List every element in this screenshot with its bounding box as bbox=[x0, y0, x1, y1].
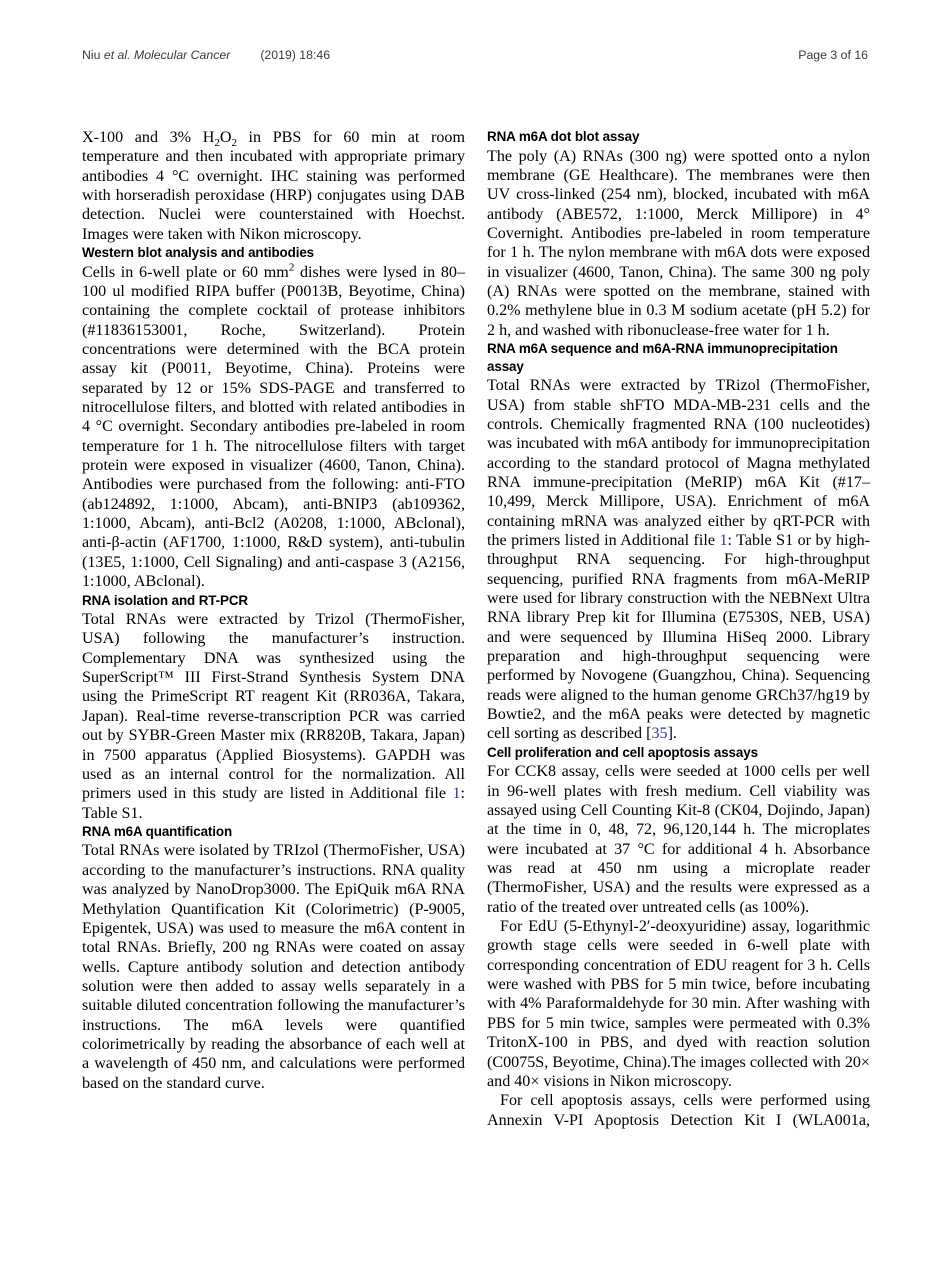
page-number-label: Page 3 of 16 bbox=[798, 48, 868, 62]
paragraph-m6a-quantification: Total RNAs were isolated by TRIzol (ThermoFisher, USA) according to the manufacturer’s instructions. RNA quality was analyzed by NanoDrop3000. The EpiQuik m6A RNA Methylation Quantification Kit (Colorimetric) (P-9005, Epigentek, USA) was used to measure the m6A content in total RNAs. Briefly, 200 ng RNAs were coated on assay wells. Capture antibody solution and detection antibody solution were then added to assay wells separately in a suitable diluted concentration following the manufacturer’s instructions. The m6A levels were quantified colorimetrically by reading the absorbance of each well at a wavelength of 450 nm, and calculations were performed based on the standard curve. bbox=[82, 842, 465, 1092]
running-head-left bbox=[82, 48, 330, 62]
paragraph-western-blot: Cells in 6-well plate or 60 $mm^2$ dishes were lysed in 80–100 ul modified RIPA buffer (P0013B, Beyotime, China) containing the complete cocktail of protease inhibitors (#11836153001, Roche, Switzerland). Protein concentrations were determined with the BCA protein assay kit (P0011, Beyotime, China). Proteins were separated by 12 or 15% SDS-PAGE and transferred to nitrocellulose filters, and blotted with related antibodies in 4 °C overnight. Secondary antibodies pre-labeled in room temperature for 1 h. The nitrocellulose filters with target protein were exposed in visualizer (4600, Tanon, China). Antibodies were purchased from the following: anti-FTO (ab124892, 1:1000, Abcam), anti-BNIP3 (ab109362, 1:1000, Abcam), anti-Bcl2 (A0208, 1:1000, ABclonal), anti-β-actin (AF1700, 1:1000, R&D system), anti-tubulin (13E5, 1:1000, Cell Signaling) and anti-caspase 3 (A2156, 1:1000, ABclonal). bbox=[82, 261, 466, 591]
heading-dot-blot: RNA m6A dot blot assay bbox=[487, 129, 640, 144]
page-running-head bbox=[82, 48, 868, 68]
paragraph-dot-blot: The poly (A) RNAs (300 ng) were spotted onto a nylon membrane (GE Healthcare). The membranes were then UV cross-linked (254 nm), blocked, incubated with m6A antibody (ABE572, 1:1000, Merck Millipore) in 4° Covernight. Antibodies pre-labeled in room temperature for 1 h. The nylon membrane with m6A dots were exposed in visualizer (4600, Tanon, China). The same 300 ng poly (A) RNAs were spotted on the membrane, stained with 0.2% methylene blue in 0.3 M sodium acetate (pH 5.2) for 2 h, and washed with ribonuclease-free water for 1 h. bbox=[487, 147, 870, 339]
paragraph-edu: For EdU (5-Ethynyl-2′-deoxyuridine) assay, logarithmic growth stage cells were seeded in 6-well plate with corresponding concentration of EDU reagent for 3 h. Cells were washed with PBS for 5 min twice, before incubating with 4% Paraformaldehyde for 30 min. After washing with PBS for 5 min twice, samples were permeated with 0.3% TritonX-100 in PBS, and dyed with reaction solution (C0075S, Beyotime, China).The images collected with 20× and 40× visions in Nikon microscopy. bbox=[487, 918, 870, 1090]
paragraph-cck8: For CCK8 assay, cells were seeded at 1000 cells per well in 96-well plates with fresh medium. Cell viability was assayed using Cell Counting Kit-8 (CK04, Dojindo, Japan) at the time in 0, 48, 72, 96,120,144 h. The microplates were incubated at 37 °C for additional 4 h. Absorbance was read at 450 nm using a microplate reader (ThermoFisher, USA) and the results were expressed as a ratio of the treated over untreated cells (as 100%). bbox=[487, 763, 870, 916]
heading-m6a-quantification: RNA m6A quantification bbox=[82, 823, 233, 839]
subscript: 2 bbox=[231, 137, 237, 150]
citation-link[interactable]: 35 bbox=[651, 725, 668, 743]
paragraph-m6a-sequence: Total RNAs were extracted by TRizol (ThermoFisher, USA) from stable shFTO MDA-MB-231 cells and the controls. Chemically fragmented RNA (100 nucleotides) was incubated with m6A antibody for immunoprecipitation according to the standard protocol of Magna methylated RNA immune-precipitation (MeRIP) m6A Kit (#17–10,499, Merck Millipore, USA). Enrichment of m6A containing mRNA was analyzed either by qRT-PCR with the primers listed in Additional file 1: Table S1 or by high-throughput RNA sequencing. For high-throughput sequencing, purified RNA fragments from m6A-MeRIP were used for library construction with the NEBNext Ultra RNA library Prep kit for Illumina (E7530S, NEB, USA) and were sequenced by Illumina HiSeq 2000. Library preparation and high-throughput sequencing were performed by Novogene (Guangzhou, China). Sequencing reads were aligned to the human genome GRCh37/hg19 by Bowtie2, and the m6A peaks were detected by magnetic cell sorting as described [35]. bbox=[487, 377, 870, 743]
right-column bbox=[487, 128, 870, 1198]
heading-rna-isolation: RNA isolation and RT-PCR bbox=[82, 592, 248, 608]
heading-m6a-sequence: RNA m6A sequence and m6A-RNA immunoprecipitation assay bbox=[487, 341, 838, 374]
running-head-authors: Niu bbox=[82, 48, 101, 62]
left-column bbox=[82, 128, 465, 1198]
paragraph-apoptosis: For cell apoptosis assays, cells were performed using Annexin V-PI Apoptosis Detection Kit I (WLA001a, bbox=[487, 1092, 870, 1129]
paragraph-rna-isolation: Total RNAs were extracted by Trizol (ThermoFisher, USA) following the manufacturer’s instruction. Complementary DNA was synthesized using the SuperScript™ III First-Strand Synthesis System DNA using the PrimeScript RT reagent Kit (RR036A, Takara, Japan). Real-time reverse-transcription PCR was carried out by SYBR-Green Master mix (RR820B, Takara, Japan) in 7500 apparatus (Applied Biosystems). GAPDH was used as an internal control for the normalization. All primers used in this study are listed in Additional file 1: Table S1. bbox=[82, 611, 465, 822]
running-head-journal: et al. Molecular Cancer bbox=[103, 48, 231, 62]
heading-cell-proliferation: Cell proliferation and cell apoptosis assays bbox=[487, 744, 758, 760]
superscript: 2 bbox=[288, 261, 295, 274]
heading-western-blot: Western blot analysis and antibodies bbox=[82, 245, 315, 261]
continued-paragraph: X-100 and 3% $H_2O_2$ in PBS for 60 min at room temperature and then incubated with appropriate primary antibodies 4 °C overnight. IHC staining was performed with horseradish peroxidase (HRP) conjugates using DAB detection. Nuclei were counterstained with Hoechst. Images were taken with Nikon microscopy. bbox=[82, 129, 465, 243]
article-body bbox=[82, 128, 870, 1198]
additional-file-link[interactable]: 1 bbox=[719, 531, 728, 549]
running-head-issue: (2019) 18:46 bbox=[260, 48, 331, 62]
additional-file-link[interactable]: 1 bbox=[452, 785, 461, 803]
subscript: 2 bbox=[214, 137, 220, 150]
